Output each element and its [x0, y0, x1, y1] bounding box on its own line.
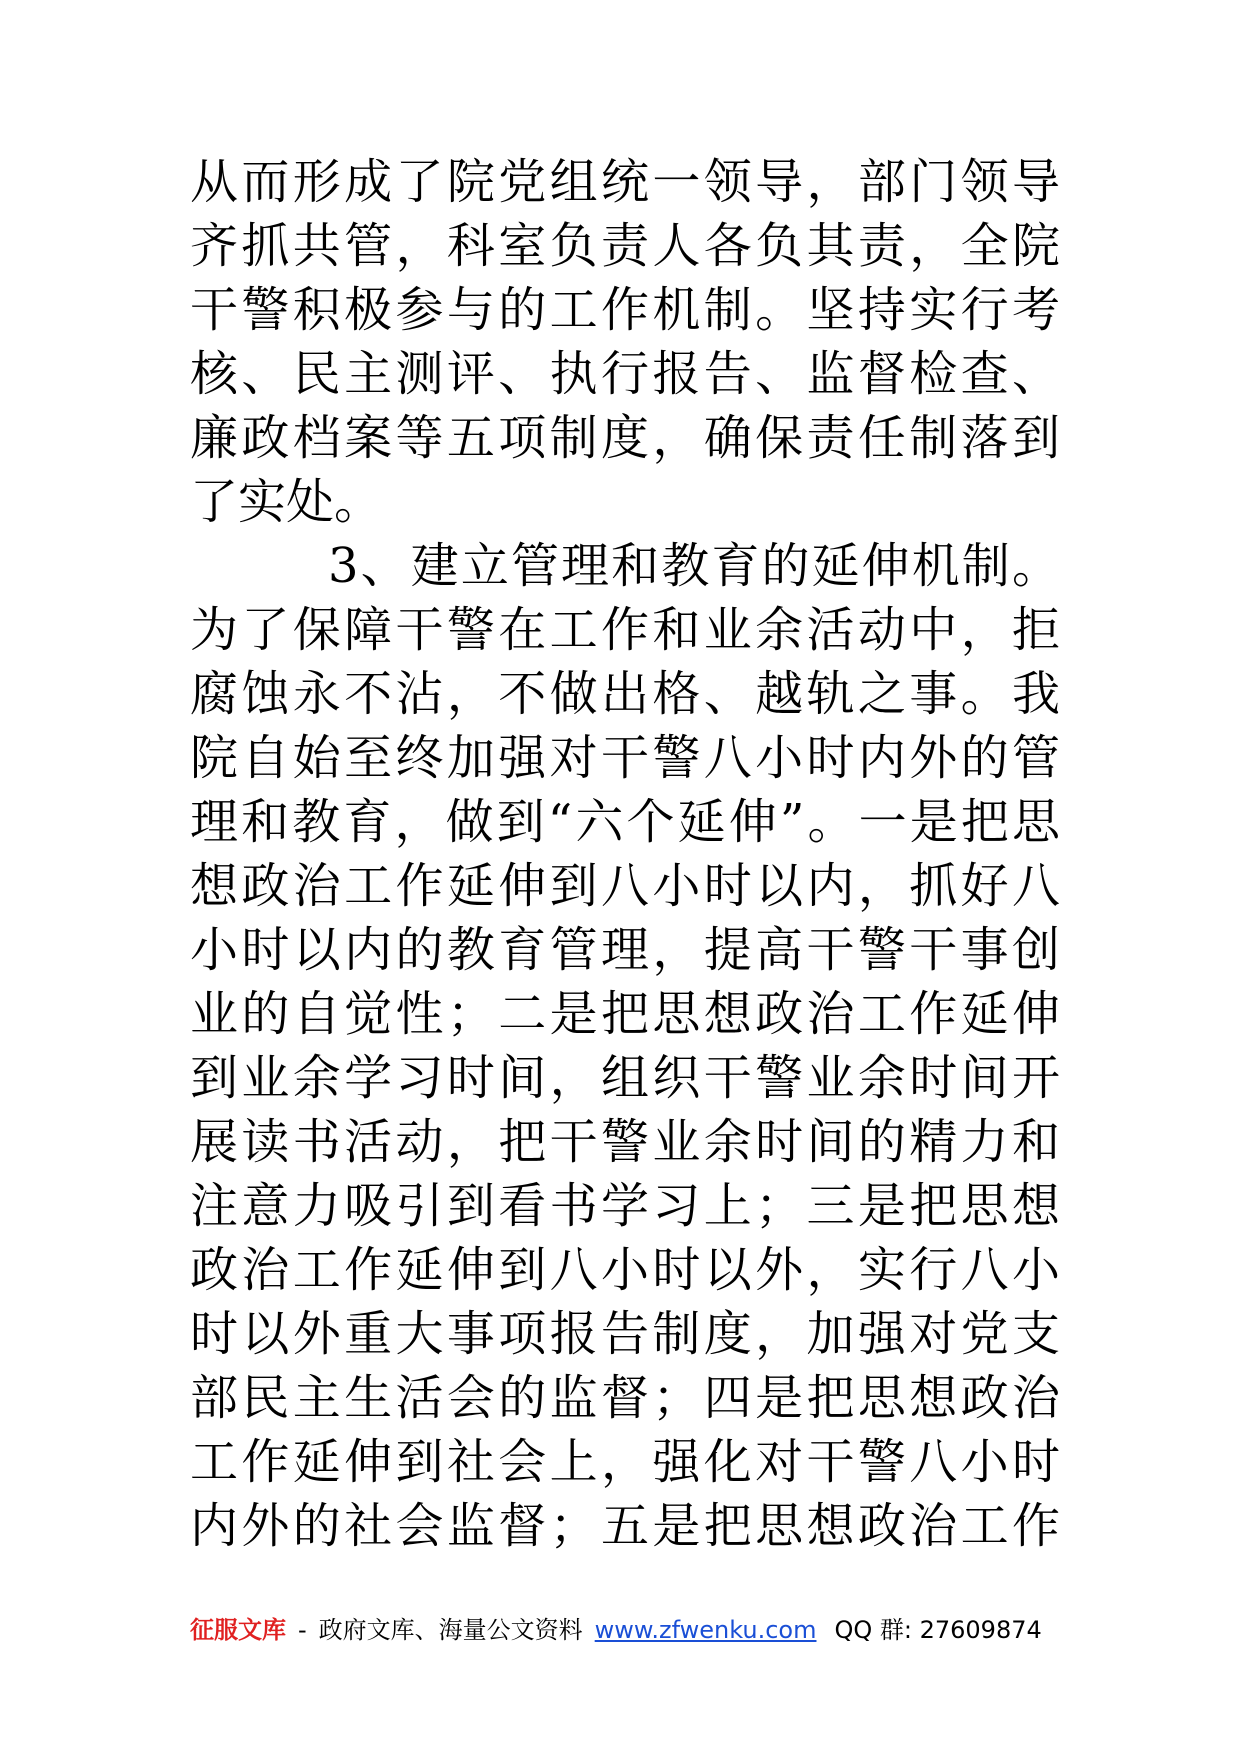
text-line: 小时以内的教育管理，提高干警干事创 [190, 922, 1060, 978]
text-line: 院自始至终加强对干警八小时内外的管 [190, 730, 1060, 786]
text-line: 工作延伸到社会上，强化对干警八小时 [190, 1434, 1060, 1490]
footer-website-link[interactable]: www.zfwenku.com [594, 1616, 817, 1644]
page-footer [190, 1610, 1060, 1650]
text-line: 到业余学习时间，组织干警业余时间开 [190, 1050, 1060, 1106]
footer-separator: - [298, 1616, 307, 1644]
text-line: 腐蚀永不沾，不做出格、越轨之事。我 [190, 666, 1060, 722]
text-line: 注意力吸引到看书学习上；三是把思想 [190, 1178, 1060, 1234]
text-line: 想政治工作延伸到八小时以内，抓好八 [190, 858, 1060, 914]
text-line: 政治工作延伸到八小时以外，实行八小 [190, 1242, 1060, 1298]
text-line: 内外的社会监督；五是把思想政治工作 [190, 1498, 1060, 1554]
text-line: 齐抓共管，科室负责人各负其责，全院 [190, 218, 1060, 274]
text-line: 干警积极参与的工作机制。坚持实行考 [190, 282, 1060, 338]
section-heading-line: 3、建立管理和教育的延伸机制。 [328, 538, 1060, 594]
text-line: 核、民主测评、执行报告、监督检查、 [190, 346, 1060, 402]
text-line: 了实处。 [190, 474, 383, 530]
footer-brand: 征服文库 [190, 1616, 286, 1644]
text-line: 时以外重大事项报告制度，加强对党支 [190, 1306, 1060, 1362]
footer-description: 政府文库、海量公文资料 [318, 1616, 583, 1644]
document-body [190, 150, 1060, 1558]
text-line: 部民主生活会的监督；四是把思想政治 [190, 1370, 1060, 1426]
text-line: 业的自觉性；二是把思想政治工作延伸 [190, 986, 1060, 1042]
text-line: 从而形成了院党组统一领导，部门领导 [190, 154, 1060, 210]
text-line: 廉政档案等五项制度，确保责任制落到 [190, 410, 1060, 466]
text-line: 展读书活动，把干警业余时间的精力和 [190, 1114, 1060, 1170]
text-line: 为了保障干警在工作和业余活动中，拒 [190, 602, 1060, 658]
text-line: 理和教育，做到“六个延伸”。一是把思 [190, 794, 1060, 850]
footer-qq-group: QQ 群: 27609874 [834, 1616, 1042, 1644]
